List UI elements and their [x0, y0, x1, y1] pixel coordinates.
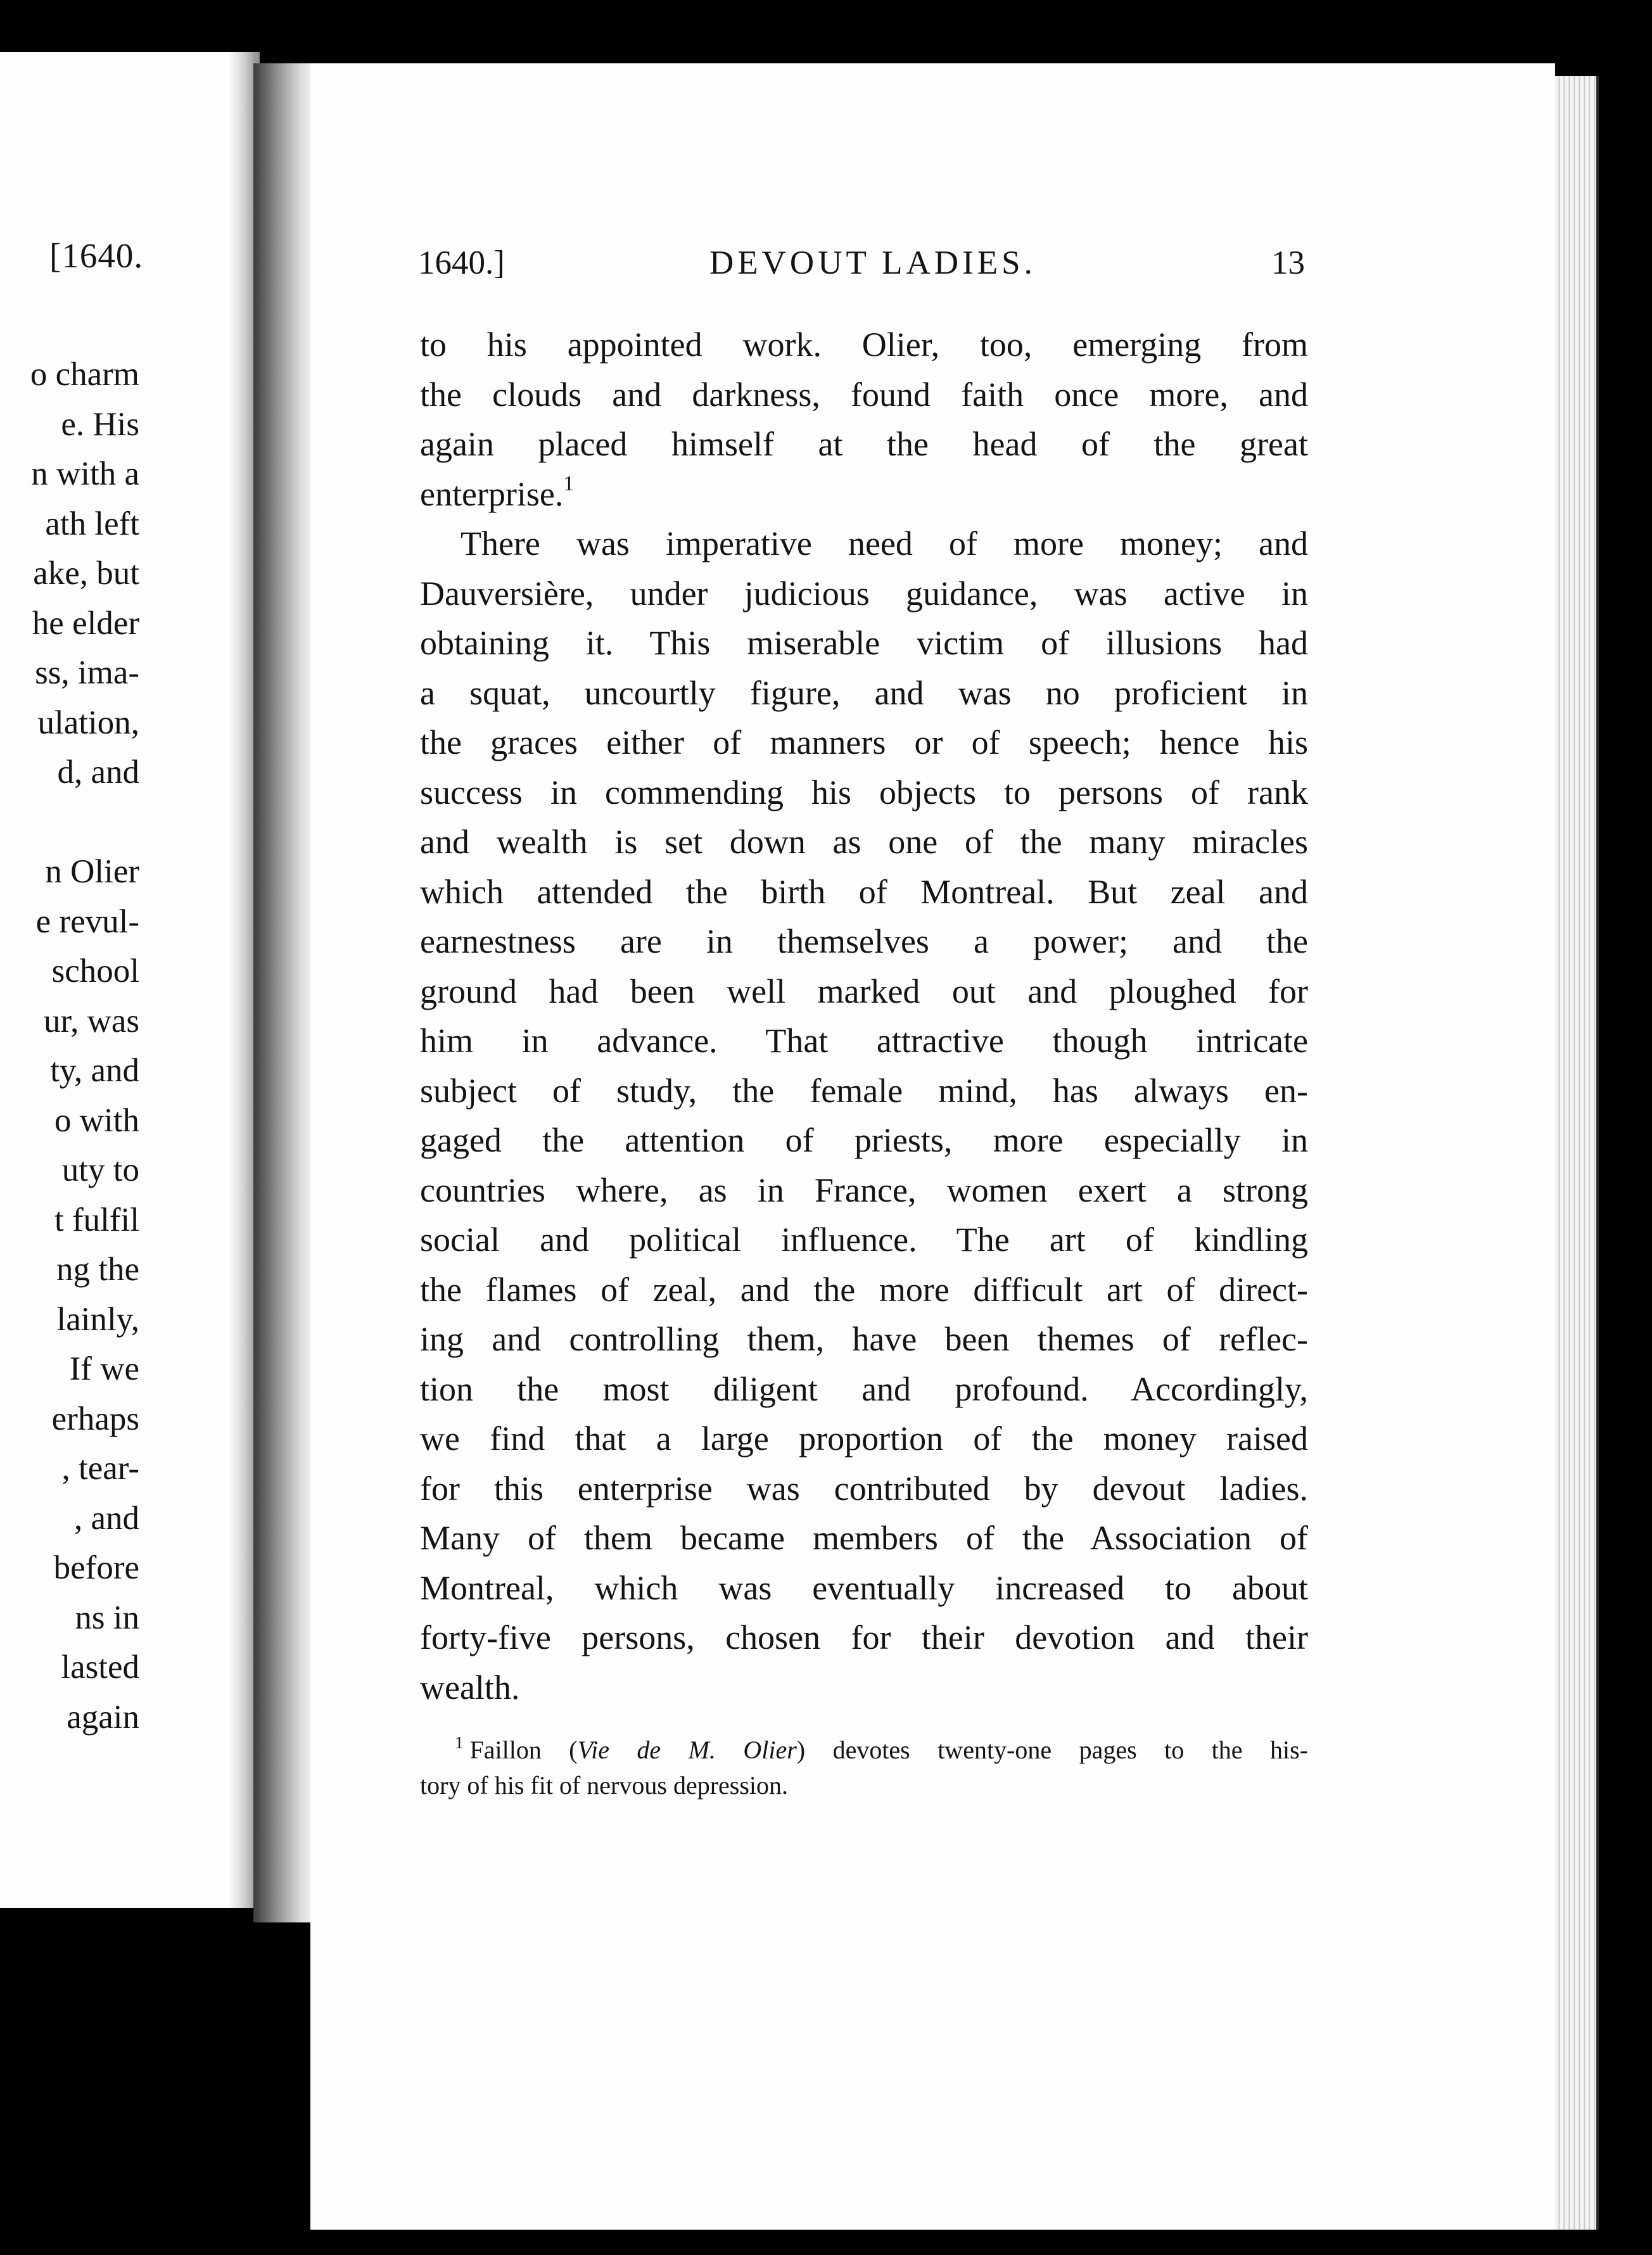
left-text-line: uty to — [61, 1152, 139, 1188]
text-line: earnestness are in themselves a power; and the — [420, 922, 1308, 960]
left-text-line: again — [67, 1698, 139, 1736]
text-line: Many of them became members of the Association of — [420, 1519, 1308, 1557]
text-line — [420, 469, 1308, 519]
text-line: subject of study, the female mind, has always en- — [420, 1071, 1308, 1110]
left-text-line: he elder — [32, 604, 139, 642]
left-text-line: n Olier — [45, 853, 139, 890]
left-page-text — [30, 350, 139, 1742]
footnote-line — [420, 1732, 1308, 1768]
text-line: we find that a large proportion of the money raised — [420, 1420, 1308, 1458]
text-line: ground had been well marked out and ploughed for — [420, 972, 1308, 1010]
left-text-line: e revul- — [35, 903, 139, 940]
running-head — [418, 244, 1305, 288]
text-line: ing and controlling them, have been themes of reflec- — [420, 1320, 1308, 1358]
left-text-line: before — [53, 1549, 139, 1586]
left-text-line: ng the — [56, 1251, 139, 1288]
running-head-year: 1640.] — [418, 245, 505, 281]
footnote-reference[interactable]: 1 — [563, 471, 575, 495]
text-line: the clouds and darkness, found faith once more, and — [420, 375, 1308, 414]
left-text-line: lasted — [61, 1649, 139, 1686]
text-line: to his appointed work. Olier, too, emerging from — [420, 326, 1308, 364]
running-head-title: DEVOUT LADIES. — [709, 245, 1036, 281]
footnote-author: Faillon ( — [469, 1736, 578, 1764]
left-text-line: ath left — [45, 505, 139, 542]
left-text-line: n with a — [31, 455, 139, 492]
left-running-head: [1640. — [49, 236, 144, 275]
text-line: Dauversière, under judicious guidance, was active in — [420, 574, 1308, 613]
text-line: countries where, as in France, women exert a strong — [420, 1171, 1308, 1209]
text-line: the graces either of manners or of speech; hence his — [420, 723, 1308, 761]
text-line: There was imperative need of more money; and — [461, 524, 1308, 562]
text-line: forty-five persons, chosen for their devotion and their — [420, 1618, 1308, 1656]
text-line: tion the most diligent and profound. Accordingly, — [420, 1369, 1308, 1408]
binding-shadow — [253, 63, 317, 1922]
text-line: gaged the attention of priests, more especially in — [420, 1121, 1308, 1159]
footnote-text: ) devotes twenty-one pages to the his- — [796, 1736, 1308, 1764]
text-line: again placed himself at the head of the great — [420, 425, 1308, 463]
text-line: social and political influence. The art of kindling — [420, 1221, 1308, 1259]
page-number: 13 — [1271, 245, 1305, 281]
footnote-line: tory of his fit of nervous depression. — [420, 1771, 789, 1800]
footnote-marker: 1 — [455, 1733, 464, 1752]
text-line: the flames of zeal, and the more difficult art of direct- — [420, 1270, 1308, 1309]
left-text-line: If we — [69, 1350, 139, 1387]
text-line: for this enterprise was contributed by devout ladies. — [420, 1469, 1308, 1508]
left-text-line: t fulfil — [54, 1201, 139, 1238]
text-line: obtaining it. This miserable victim of illusions had — [420, 624, 1308, 662]
left-text-line: ake, but — [33, 555, 139, 592]
text-line: Montreal, which was eventually increased to about — [420, 1568, 1308, 1607]
text-line-content: enterprise. — [420, 474, 564, 513]
left-facing-page — [0, 52, 260, 1908]
left-text-line: ns in — [75, 1599, 139, 1636]
page-stack-edge — [1555, 76, 1599, 2230]
left-text-line: , tear- — [61, 1450, 139, 1487]
text-line: success in commending his objects to persons of rank — [420, 773, 1308, 811]
text-line: wealth. — [420, 1668, 520, 1706]
text-line: a squat, uncourtly figure, and was no proficient in — [420, 673, 1308, 712]
footnote — [420, 1732, 1308, 1803]
left-text-line: erhaps — [51, 1400, 139, 1437]
text-line: and wealth is set down as one of the many miracles — [420, 823, 1308, 861]
left-text-line: school — [51, 953, 139, 989]
left-text-line: ur, was — [44, 1002, 139, 1039]
left-text-line: o charm — [30, 356, 139, 393]
text-line: him in advance. That attractive though intricate — [420, 1022, 1308, 1060]
left-text-line: e. His — [61, 405, 139, 443]
left-paragraph-gap — [30, 797, 139, 848]
left-text-line: d, and — [57, 754, 139, 791]
left-text-line: ss, ima- — [35, 654, 139, 691]
text-line: which attended the birth of Montreal. But zeal and — [420, 872, 1308, 911]
left-text-line: lainly, — [56, 1300, 139, 1338]
left-text-line: , and — [73, 1499, 139, 1537]
left-text-line: o with — [54, 1102, 139, 1139]
body-text — [420, 320, 1308, 1712]
left-text-line: ulation, — [37, 704, 139, 741]
left-text-line: ty, and — [50, 1052, 139, 1089]
footnote-work-title: Vie de M. Olier — [577, 1736, 797, 1764]
